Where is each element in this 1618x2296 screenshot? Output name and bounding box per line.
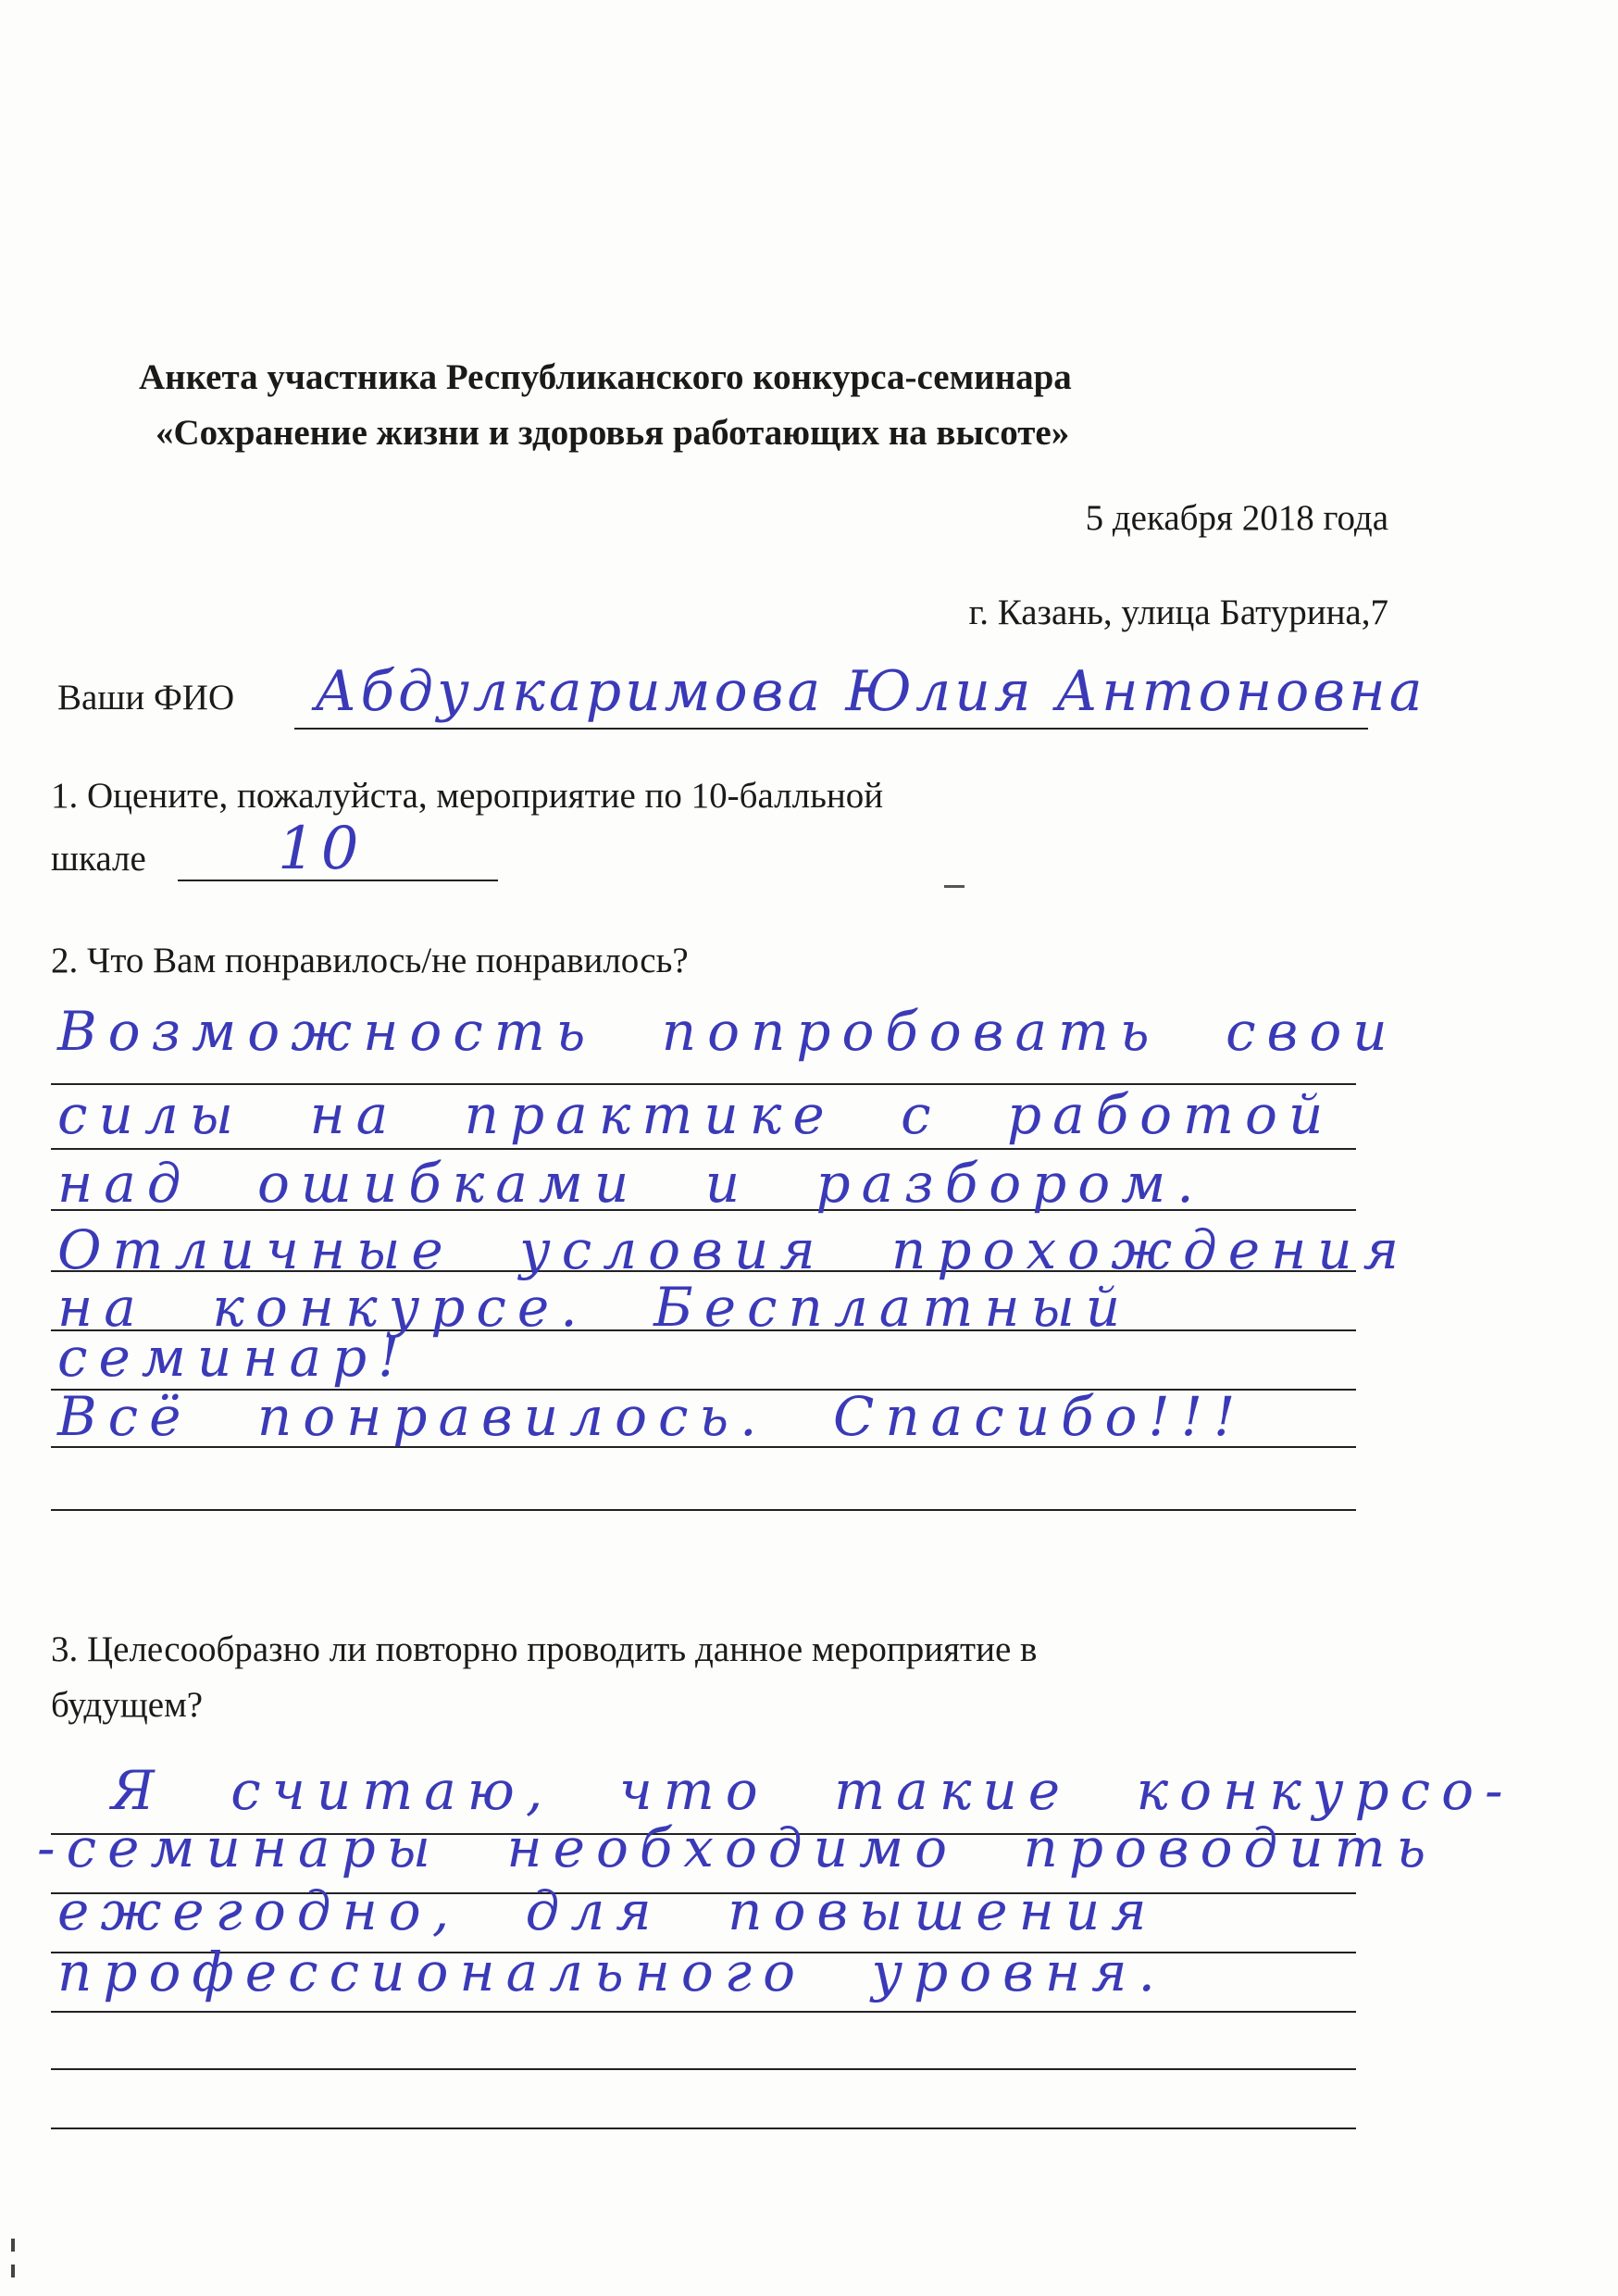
q2-line	[51, 1148, 1356, 1150]
q3-answer-line: -семинары необходимо проводить	[37, 1816, 1438, 1879]
q3-line	[51, 2068, 1356, 2070]
q2-answer-line: на конкурсе. Бесплатный	[57, 1276, 1132, 1339]
q2-text: 2. Что Вам понравилось/не понравилось?	[51, 941, 689, 980]
q2-line	[51, 1509, 1356, 1511]
q3-answer-line: ежегодно, для повышения	[57, 1879, 1158, 1942]
scan-edge-mark	[11, 2265, 15, 2277]
q3-answer-line: Я считаю, что такие конкурсо-	[111, 1759, 1514, 1822]
fio-answer: Абдулкаримова Юлия Антоновна	[315, 659, 1426, 724]
q3-text-line1: 3. Целесообразно ли повторно проводить данное мероприятие в	[51, 1629, 1038, 1669]
q3-text-line2: будущем?	[51, 1685, 204, 1725]
fio-line	[294, 728, 1368, 730]
q3-line	[51, 2011, 1356, 2013]
q3-line	[51, 2128, 1356, 2129]
event-place: г. Казань, улица Батурина,7	[968, 593, 1388, 632]
q2-answer-line: над ошибками и разбором.	[57, 1152, 1205, 1215]
q1-text-line2: шкале	[51, 839, 146, 879]
form-title-line2: «Сохранение жизни и здоровья работающих на высоте»	[156, 413, 1070, 453]
scan-edge-mark	[11, 2239, 15, 2252]
q2-answer-line: Отличные условия прохождения	[57, 1218, 1411, 1281]
q3-answer-line: профессионального уровня.	[57, 1940, 1166, 2003]
stray-mark	[944, 885, 965, 888]
q2-answer-line: Возможность попробовать свои	[57, 1000, 1399, 1063]
q2-answer-line: семинар!	[57, 1326, 411, 1389]
event-date: 5 декабря 2018 года	[1085, 498, 1388, 538]
form-title-line1: Анкета участника Республиканского конкурса-семинара	[139, 357, 1072, 397]
fio-label: Ваши ФИО	[57, 678, 235, 718]
q2-answer-line: Всё понравилось. Спасибо!!!	[57, 1385, 1247, 1448]
q2-answer-line: силы на практике с работой	[57, 1083, 1335, 1146]
q1-answer: 10	[278, 815, 365, 883]
q1-text-line1: 1. Оцените, пожалуйста, мероприятие по 10-балльной	[51, 776, 884, 816]
